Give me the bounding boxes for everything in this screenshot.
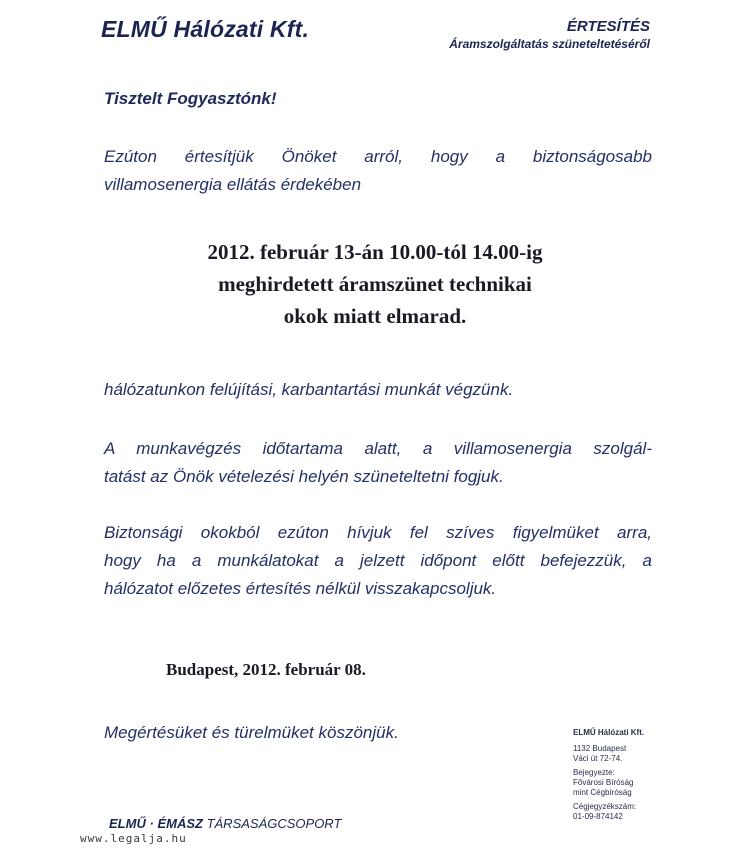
brand-separator: · [149,816,154,831]
safety-line: hálózatot előzetes értesítés nélkül visszakapcsoljuk. [104,579,497,598]
salutation: Tisztelt Fogyasztónk! [104,89,277,108]
safety-line: Biztonsági okokból ezúton hívjuk fel szíves figyelmüket arra, [104,523,652,542]
works-line: hálózatunkon felújítási, karbantartási munkát végzünk. [104,380,514,399]
announcement-line: 2012. február 13-án 10.00-tól 14.00-ig [207,240,543,264]
service-line: tatást az Önök vételezési helyén szüneteltetni fogjuk. [104,467,504,486]
safety-line: hogy ha a munkálatokat a jelzett időpont előtt befejezzük, a [104,551,652,570]
footer-brand [109,816,341,831]
announcement-line: okok miatt elmarad. [283,304,467,328]
announcement [110,236,640,332]
closing-line: Megértésüket és türelmüket köszönjük. [104,723,399,742]
intro-paragraph [104,143,652,199]
court-line: mint Cégbíróság [573,788,632,797]
intro-line: villamosenergia ellátás érdekében [104,175,362,194]
notice-title: ÉRTESÍTÉS [566,18,650,35]
company-name: ELMŰ Hálózati Kft. [101,16,310,42]
safety-paragraph [104,519,652,603]
court-line: Fővárosi Bíróság [573,778,634,787]
address-company: ELMŰ Hálózati Kft. [573,728,645,737]
reg-no: 01-09-874142 [573,812,623,821]
notice-subtitle: Áramszolgáltatás szüneteltetéséről [449,37,650,51]
registered-label: Bejegyezte: [573,768,615,777]
intro-line: Ezúton értesítjük Önöket arról, hogy a biztonságosabb [104,147,652,166]
address-line: Váci út 72-74. [573,754,623,763]
address-line: 1132 Budapest [573,744,627,753]
brand-emasz: ÉMÁSZ [157,816,203,831]
watermark: www.legalja.hu [80,832,187,845]
announcement-line: meghirdetett áramszünet technikai [218,272,532,296]
dateline: Budapest, 2012. február 08. [166,660,366,679]
brand-elmu: ELMŰ [109,816,146,831]
brand-group: TÁRSASÁGCSOPORT [206,816,342,831]
works-paragraph [104,376,652,404]
service-paragraph [104,435,652,491]
reg-no-label: Cégjegyzékszám: [573,802,637,811]
service-line: A munkavégzés időtartama alatt, a villamosenergia szolgál- [104,439,652,458]
